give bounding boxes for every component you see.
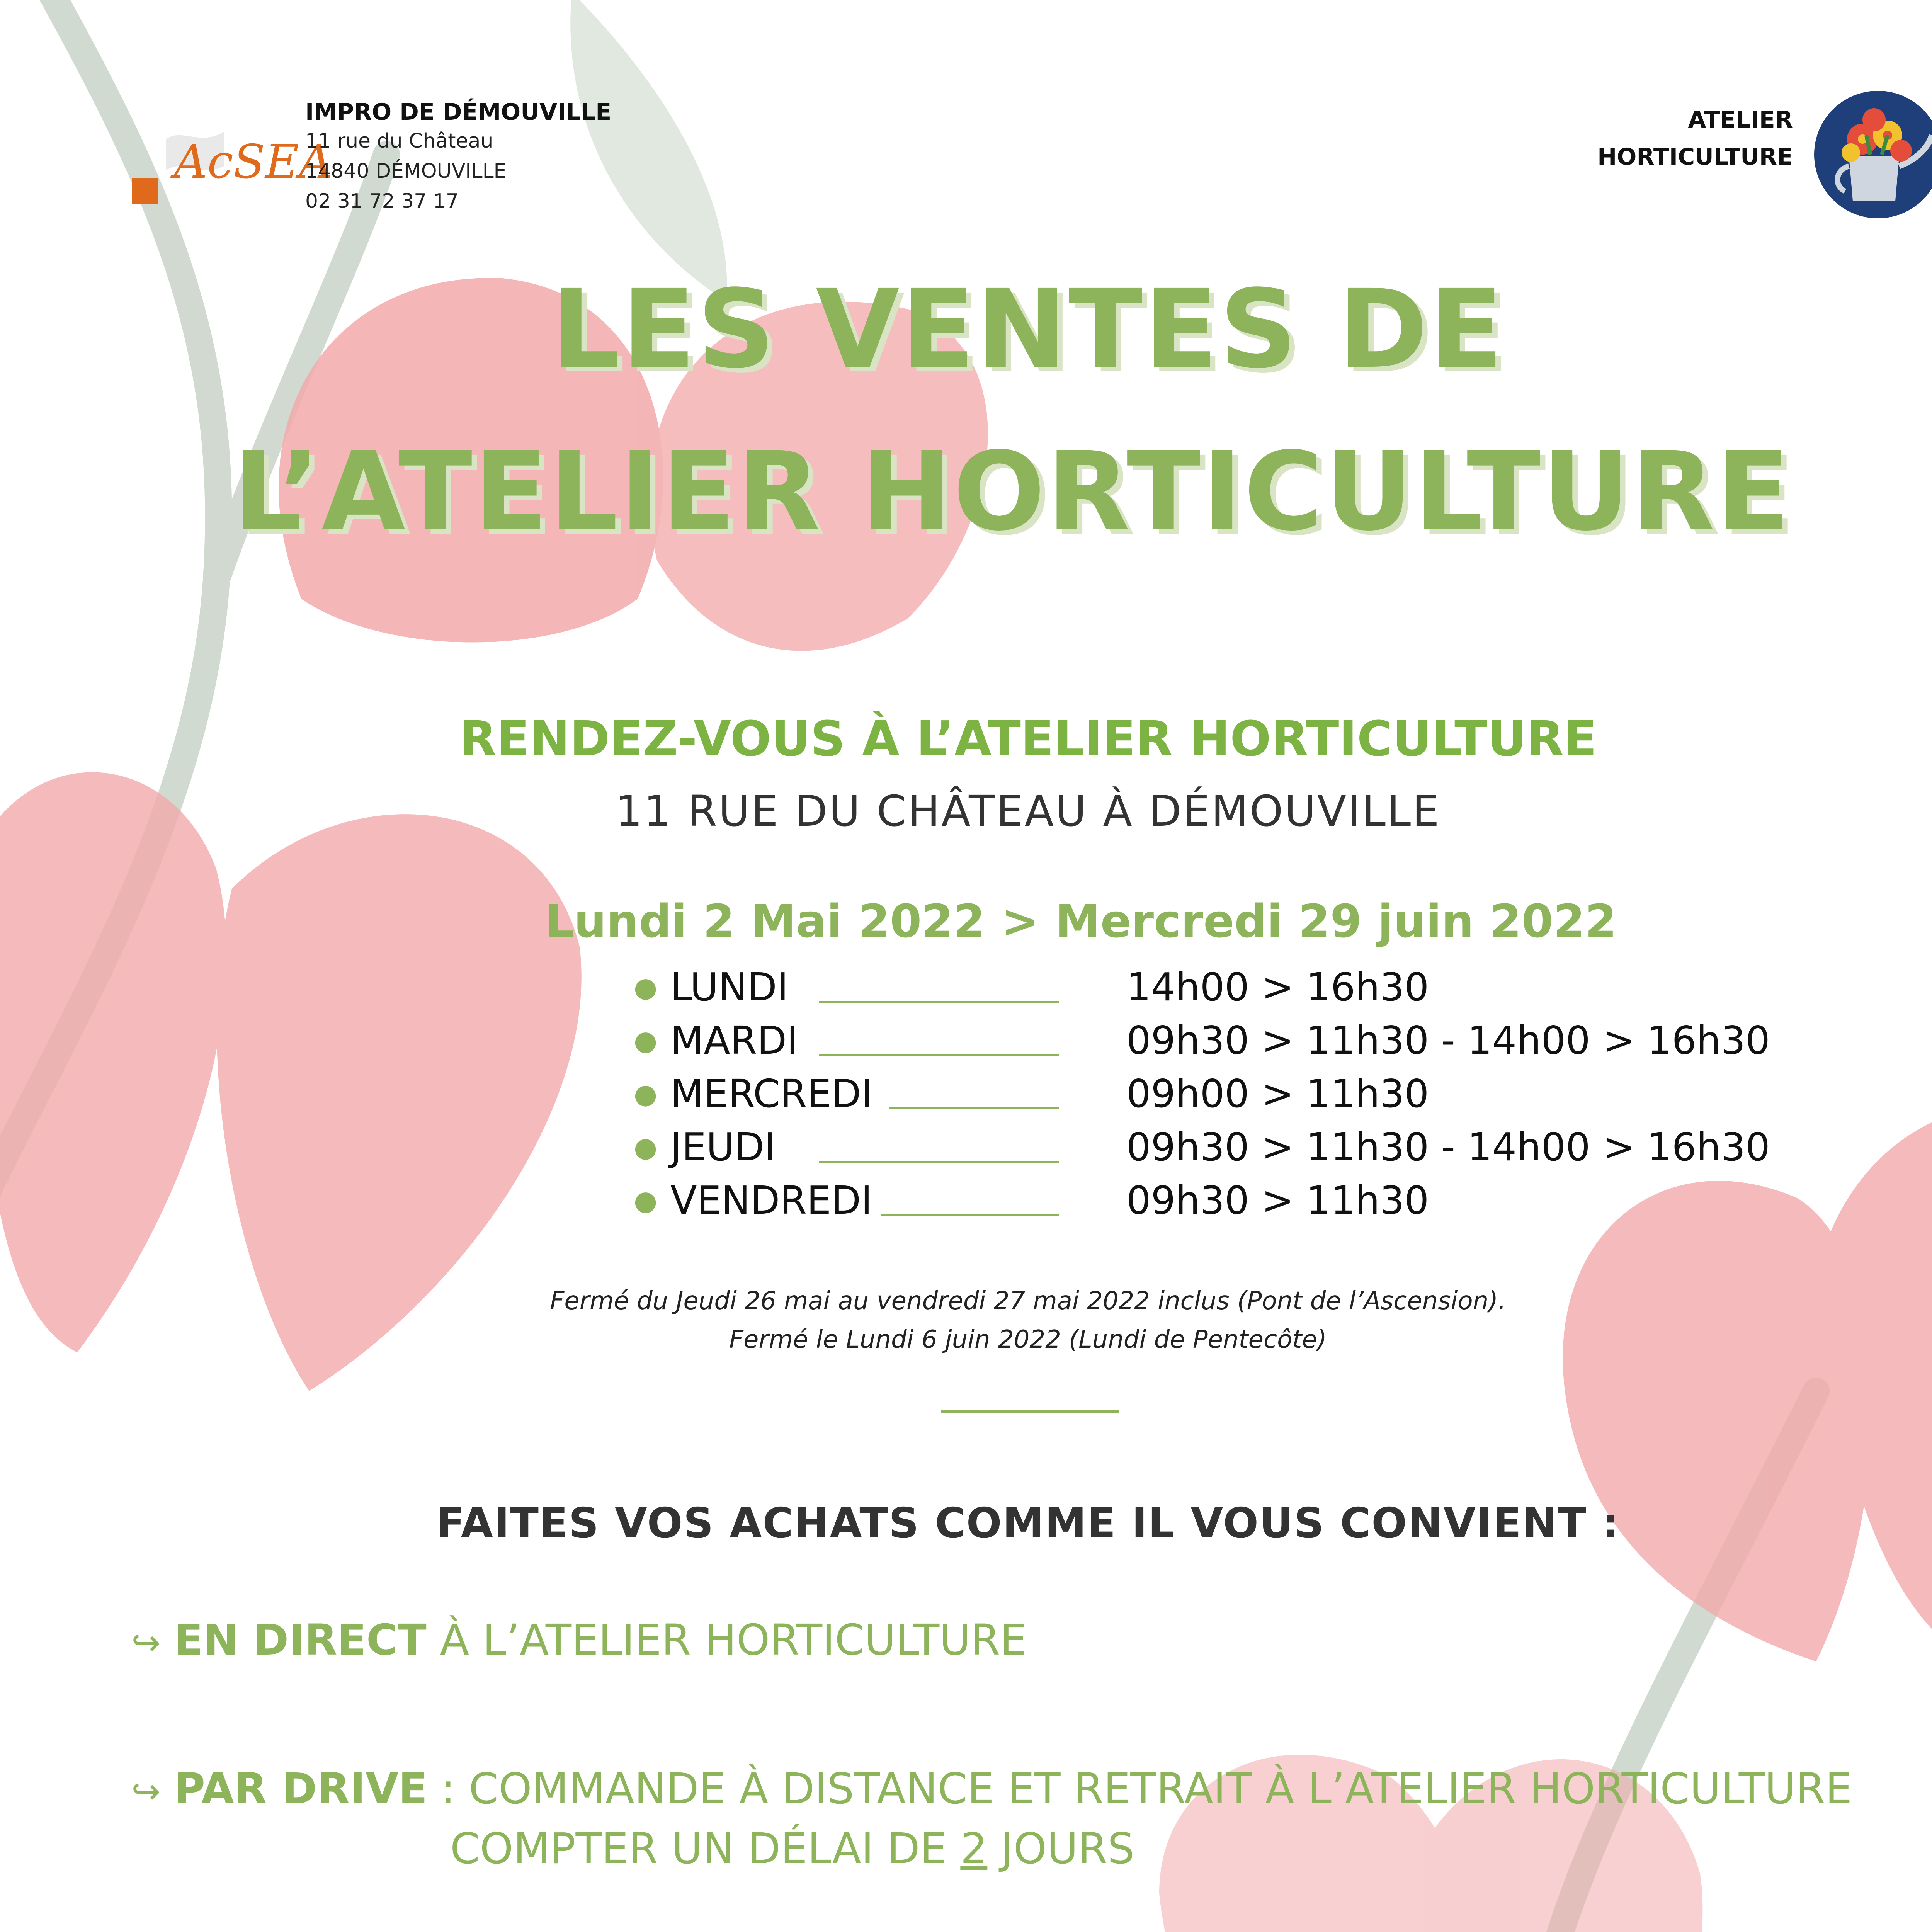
rendezvous-address: 11 RUE DU CHÂTEAU À DÉMOUVILLE xyxy=(615,786,1441,836)
schedule-row-mardi xyxy=(634,1015,1932,1066)
org-info xyxy=(305,99,885,213)
option-direct-text: À L’ATELIER HORTICULTURE xyxy=(426,1615,1027,1665)
bullet: ● xyxy=(634,971,658,1003)
option-drive-bold: PAR DRIVE xyxy=(174,1764,428,1813)
closure-note-1: Fermé du Jeudi 26 mai au vendredi 27 mai 2022 inclus (Pont de l’Ascension). xyxy=(550,1287,1506,1315)
curved-arrow-icon: ↪ xyxy=(131,1771,161,1812)
option-drive-text: : COMMANDE À DISTANCE ET RETRAIT À L’ATELIER HORTICULTURE xyxy=(427,1764,1852,1813)
option-direct xyxy=(131,1615,1027,1665)
workshop-line2: HORTICULTURE xyxy=(1597,143,1793,170)
leader-line xyxy=(819,1001,1059,1003)
main-title-line2: L’ATELIER HORTICULTURE xyxy=(233,429,1792,555)
main-title-line1: LES VENTES DE xyxy=(551,267,1505,393)
day-label: VENDREDI xyxy=(670,1178,872,1223)
schedule-row-mercredi xyxy=(634,1069,1932,1119)
schedule-row-lundi xyxy=(634,962,1932,1012)
bullet: ● xyxy=(634,1185,658,1216)
curved-arrow-icon: ↪ xyxy=(131,1622,161,1663)
org-city: 14840 DÉMOUVILLE xyxy=(305,160,507,183)
separator-line xyxy=(941,1410,1119,1413)
option-drive-delay xyxy=(450,1824,1134,1873)
workshop-label xyxy=(1507,106,1793,170)
hours-label: 09h30 > 11h30 xyxy=(1126,1178,1429,1223)
bullet: ● xyxy=(634,1078,658,1110)
acsea-logo xyxy=(128,124,333,216)
day-label: MARDI xyxy=(670,1018,798,1063)
hours-label: 14h00 > 16h30 xyxy=(1126,964,1429,1010)
hours-label: 09h30 > 11h30 - 14h00 > 16h30 xyxy=(1126,1018,1770,1063)
day-label: JEUDI xyxy=(670,1124,776,1170)
schedule-period: Lundi 2 Mai 2022 > Mercredi 29 juin 2022 xyxy=(545,895,1617,948)
leader-line xyxy=(881,1214,1059,1216)
delay-number: 2 xyxy=(960,1824,988,1873)
delay-text-after: JOURS xyxy=(987,1824,1135,1873)
schedule-row-jeudi xyxy=(634,1122,1932,1172)
org-address: 11 rue du Château xyxy=(305,129,493,153)
org-phone: 02 31 72 37 17 xyxy=(305,190,459,213)
workshop-line1: ATELIER xyxy=(1688,106,1793,133)
leader-line xyxy=(819,1161,1059,1163)
delay-text-before: COMPTER UN DÉLAI DE xyxy=(450,1824,961,1873)
day-label: LUNDI xyxy=(670,964,789,1010)
rendezvous-heading: RENDEZ-VOUS À L’ATELIER HORTICULTURE xyxy=(459,711,1597,767)
schedule-row-vendredi xyxy=(634,1175,1932,1226)
purchase-heading: FAITES VOS ACHATS COMME IL VOUS CONVIENT : xyxy=(436,1499,1620,1548)
watering-can-flowers-icon xyxy=(1812,89,1932,220)
day-label: MERCREDI xyxy=(670,1071,872,1116)
logo-text: AcSEA xyxy=(174,135,333,189)
hours-label: 09h30 > 11h30 - 14h00 > 16h30 xyxy=(1126,1124,1770,1170)
leader-line xyxy=(819,1054,1059,1056)
leader-line xyxy=(889,1107,1059,1109)
closure-note-2: Fermé le Lundi 6 juin 2022 (Lundi de Pentecôte) xyxy=(729,1325,1327,1354)
org-name: IMPRO DE DÉMOUVILLE xyxy=(305,99,612,126)
bullet: ● xyxy=(634,1025,658,1056)
option-direct-bold: EN DIRECT xyxy=(174,1615,427,1665)
bullet: ● xyxy=(634,1131,658,1163)
logo-square xyxy=(132,178,158,204)
hours-label: 09h00 > 11h30 xyxy=(1126,1071,1429,1116)
option-drive xyxy=(131,1764,1852,1813)
